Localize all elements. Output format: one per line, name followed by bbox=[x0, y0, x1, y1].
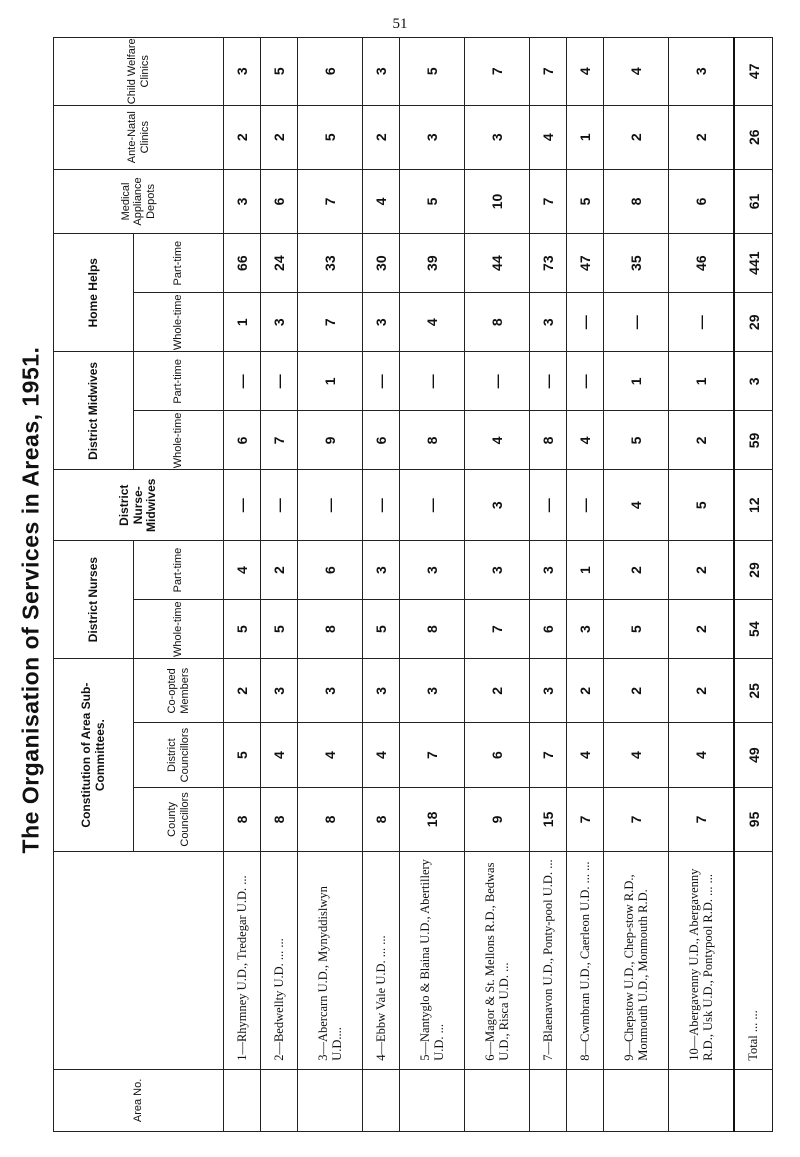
value-dn-wt: 7 bbox=[464, 600, 529, 659]
table-row bbox=[261, 38, 298, 1132]
header-county-councillors: County Councillors bbox=[134, 787, 224, 851]
value-hh-wt: 7 bbox=[298, 293, 363, 352]
value-hh-pt: 33 bbox=[298, 234, 363, 293]
header-area-blank bbox=[54, 852, 224, 1070]
value-cwc: 3 bbox=[363, 38, 400, 106]
area-name: 1—Rhymney U.D., Tredegar U.D. ... bbox=[224, 852, 261, 1070]
value-dn-pt: 2 bbox=[261, 541, 298, 600]
value-hh-wt: 3 bbox=[529, 293, 566, 352]
value-dn-wt: 6 bbox=[529, 600, 566, 659]
value-dn-wt: 5 bbox=[261, 600, 298, 659]
header-nurses-part-time: Part-time bbox=[134, 541, 224, 600]
value-dm-pt: 1 bbox=[298, 352, 363, 411]
value-co: 2 bbox=[224, 659, 261, 723]
value-dnm: — bbox=[529, 470, 566, 541]
value-dm-pt: — bbox=[363, 352, 400, 411]
value-mad: 8 bbox=[603, 169, 668, 233]
area-name: 6—Magor & St. Mellons R.D., Bedwas U.D., Risca U.D. ... bbox=[464, 852, 529, 1070]
value-dn-pt: 1 bbox=[566, 541, 603, 600]
value-dnm: 4 bbox=[603, 470, 668, 541]
value-dm-wt: 8 bbox=[529, 411, 566, 470]
value-dc: 4 bbox=[603, 723, 668, 787]
header-medical-appliance-depots: Medical Appliance Depots bbox=[54, 169, 224, 233]
header-area-no: Area No. bbox=[54, 1069, 224, 1131]
value-hh-wt: 8 bbox=[464, 293, 529, 352]
value-anc: 2 bbox=[668, 105, 734, 169]
area-name: 2—Bedwellty U.D. ... ... bbox=[261, 852, 298, 1070]
value-dn-pt: 3 bbox=[464, 541, 529, 600]
header-district-midwives: District Midwives bbox=[54, 352, 134, 470]
value-dnm: — bbox=[566, 470, 603, 541]
header-co-opted-members: Co-opted Members bbox=[134, 659, 224, 723]
header-district-nurse-midwives: District Nurse-Midwives bbox=[54, 470, 224, 541]
value-co: 2 bbox=[566, 659, 603, 723]
area-no-cell bbox=[298, 1069, 363, 1131]
header-district-nurses: District Nurses bbox=[54, 541, 134, 659]
value-hh-wt: 3 bbox=[363, 293, 400, 352]
value-cwc: 4 bbox=[603, 38, 668, 106]
value-hh-wt: — bbox=[566, 293, 603, 352]
value-dn-wt: 5 bbox=[603, 600, 668, 659]
table-row bbox=[298, 38, 363, 1132]
value-cwc: 5 bbox=[400, 38, 465, 106]
value-dn-pt: 2 bbox=[603, 541, 668, 600]
value-anc: 2 bbox=[363, 105, 400, 169]
value-dc: 7 bbox=[529, 723, 566, 787]
area-name: 9—Chepstow U.D., Chep-stow R.D., Monmouth U.D., Monmouth R.D. bbox=[603, 852, 668, 1070]
value-cc: 95 bbox=[734, 787, 772, 851]
value-co: 2 bbox=[603, 659, 668, 723]
table-row bbox=[363, 38, 400, 1132]
header-ante-natal-clinics: Ante-Natal Clinics bbox=[54, 105, 224, 169]
area-no-cell bbox=[464, 1069, 529, 1131]
header-home-helps-whole-time: Whole-time bbox=[134, 293, 224, 352]
value-dn-pt: 6 bbox=[298, 541, 363, 600]
value-hh-pt: 66 bbox=[224, 234, 261, 293]
value-mad: 7 bbox=[529, 169, 566, 233]
value-dn-pt: 29 bbox=[734, 541, 772, 600]
value-dn-wt: 5 bbox=[224, 600, 261, 659]
value-cc: 7 bbox=[668, 787, 734, 851]
value-dn-pt: 2 bbox=[668, 541, 734, 600]
page-title: The Organisation of Services in Areas, 1951. bbox=[17, 346, 44, 854]
value-cc: 8 bbox=[261, 787, 298, 851]
value-cc: 7 bbox=[566, 787, 603, 851]
value-dn-wt: 8 bbox=[400, 600, 465, 659]
value-co: 25 bbox=[734, 659, 772, 723]
header-midwives-whole-time: Whole-time bbox=[134, 411, 224, 470]
area-no-cell bbox=[363, 1069, 400, 1131]
value-co: 3 bbox=[400, 659, 465, 723]
value-dc: 49 bbox=[734, 723, 772, 787]
value-dm-pt: — bbox=[224, 352, 261, 411]
value-hh-wt: 1 bbox=[224, 293, 261, 352]
value-dm-pt: — bbox=[566, 352, 603, 411]
value-dc: 4 bbox=[363, 723, 400, 787]
value-anc: 5 bbox=[298, 105, 363, 169]
table-row bbox=[603, 38, 668, 1132]
value-dm-wt: 4 bbox=[464, 411, 529, 470]
value-hh-pt: 73 bbox=[529, 234, 566, 293]
area-no-cell bbox=[734, 1069, 772, 1131]
value-dm-pt: — bbox=[464, 352, 529, 411]
value-mad: 3 bbox=[224, 169, 261, 233]
value-mad: 10 bbox=[464, 169, 529, 233]
value-cwc: 3 bbox=[224, 38, 261, 106]
table-total-row bbox=[734, 38, 772, 1132]
value-dn-pt: 4 bbox=[224, 541, 261, 600]
value-co: 3 bbox=[261, 659, 298, 723]
table-row bbox=[464, 38, 529, 1132]
value-co: 2 bbox=[464, 659, 529, 723]
value-dnm: 12 bbox=[734, 470, 772, 541]
value-dnm: — bbox=[261, 470, 298, 541]
area-no-cell bbox=[668, 1069, 734, 1131]
page-title-container bbox=[6, 80, 56, 1120]
value-cc: 8 bbox=[224, 787, 261, 851]
value-mad: 4 bbox=[363, 169, 400, 233]
value-cwc: 3 bbox=[668, 38, 734, 106]
value-dc: 4 bbox=[298, 723, 363, 787]
value-mad: 6 bbox=[261, 169, 298, 233]
table-row bbox=[224, 38, 261, 1132]
value-cwc: 6 bbox=[298, 38, 363, 106]
table-row bbox=[400, 38, 465, 1132]
value-anc: 3 bbox=[464, 105, 529, 169]
value-dm-pt: — bbox=[400, 352, 465, 411]
value-mad: 5 bbox=[566, 169, 603, 233]
value-mad: 5 bbox=[400, 169, 465, 233]
area-name: Total ... ... bbox=[734, 852, 772, 1070]
value-hh-wt: — bbox=[603, 293, 668, 352]
value-hh-pt: 44 bbox=[464, 234, 529, 293]
header-home-helps: Home Helps bbox=[54, 234, 134, 352]
value-hh-wt: 3 bbox=[261, 293, 298, 352]
value-hh-pt: 30 bbox=[363, 234, 400, 293]
value-dn-pt: 3 bbox=[529, 541, 566, 600]
value-dm-pt: 1 bbox=[668, 352, 734, 411]
value-dm-wt: 5 bbox=[603, 411, 668, 470]
value-dn-pt: 3 bbox=[363, 541, 400, 600]
value-anc: 3 bbox=[400, 105, 465, 169]
value-mad: 6 bbox=[668, 169, 734, 233]
value-anc: 2 bbox=[261, 105, 298, 169]
value-co: 2 bbox=[668, 659, 734, 723]
value-dn-wt: 5 bbox=[363, 600, 400, 659]
table-row bbox=[529, 38, 566, 1132]
value-dn-pt: 3 bbox=[400, 541, 465, 600]
area-name: 5—Nantyglo & Blaina U.D., Abertillery U.D. ... bbox=[400, 852, 465, 1070]
value-hh-pt: 46 bbox=[668, 234, 734, 293]
value-dn-wt: 54 bbox=[734, 600, 772, 659]
value-dc: 6 bbox=[464, 723, 529, 787]
area-name: 3—Abercarn U.D., Mynyddislwyn U.D.... bbox=[298, 852, 363, 1070]
value-dnm: 3 bbox=[464, 470, 529, 541]
value-co: 3 bbox=[298, 659, 363, 723]
value-hh-pt: 47 bbox=[566, 234, 603, 293]
value-cc: 15 bbox=[529, 787, 566, 851]
value-dnm: — bbox=[400, 470, 465, 541]
value-anc: 1 bbox=[566, 105, 603, 169]
table-body bbox=[224, 38, 773, 1132]
value-mad: 61 bbox=[734, 169, 772, 233]
value-hh-wt: — bbox=[668, 293, 734, 352]
header-home-helps-part-time: Part-time bbox=[134, 234, 224, 293]
header-district-councillors: District Councillors bbox=[134, 723, 224, 787]
services-table bbox=[53, 37, 773, 1132]
value-cwc: 4 bbox=[566, 38, 603, 106]
value-dnm: 5 bbox=[668, 470, 734, 541]
value-co: 3 bbox=[529, 659, 566, 723]
value-dm-wt: 9 bbox=[298, 411, 363, 470]
header-constitution: Constitution of Area Sub-Committees. bbox=[54, 659, 134, 852]
area-name: 7—Blaenavon U.D., Ponty-pool U.D. ... bbox=[529, 852, 566, 1070]
value-hh-pt: 35 bbox=[603, 234, 668, 293]
value-cc: 8 bbox=[363, 787, 400, 851]
value-cc: 9 bbox=[464, 787, 529, 851]
header-child-welfare-clinics: Child Welfare Clinics bbox=[54, 38, 224, 106]
value-dm-pt: 3 bbox=[734, 352, 772, 411]
area-no-cell bbox=[224, 1069, 261, 1131]
value-dn-wt: 2 bbox=[668, 600, 734, 659]
value-cwc: 5 bbox=[261, 38, 298, 106]
value-cwc: 7 bbox=[529, 38, 566, 106]
value-dm-wt: 59 bbox=[734, 411, 772, 470]
area-name: 4—Ebbw Vale U.D. ... ... bbox=[363, 852, 400, 1070]
value-anc: 2 bbox=[603, 105, 668, 169]
value-anc: 4 bbox=[529, 105, 566, 169]
value-dc: 4 bbox=[566, 723, 603, 787]
value-dnm: — bbox=[224, 470, 261, 541]
value-dnm: — bbox=[298, 470, 363, 541]
value-anc: 26 bbox=[734, 105, 772, 169]
services-table-container bbox=[53, 37, 773, 1132]
value-dm-wt: 2 bbox=[668, 411, 734, 470]
value-hh-pt: 39 bbox=[400, 234, 465, 293]
area-name: 8—Cwmbran U.D., Caerleon U.D. ... ... bbox=[566, 852, 603, 1070]
value-hh-pt: 441 bbox=[734, 234, 772, 293]
value-hh-pt: 24 bbox=[261, 234, 298, 293]
value-dc: 4 bbox=[261, 723, 298, 787]
value-anc: 2 bbox=[224, 105, 261, 169]
value-mad: 7 bbox=[298, 169, 363, 233]
value-dc: 5 bbox=[224, 723, 261, 787]
value-cwc: 47 bbox=[734, 38, 772, 106]
value-cwc: 7 bbox=[464, 38, 529, 106]
value-hh-wt: 29 bbox=[734, 293, 772, 352]
area-no-cell bbox=[261, 1069, 298, 1131]
value-co: 3 bbox=[363, 659, 400, 723]
value-dm-pt: 1 bbox=[603, 352, 668, 411]
area-no-cell bbox=[529, 1069, 566, 1131]
value-dm-wt: 6 bbox=[224, 411, 261, 470]
page-number: 51 bbox=[392, 16, 408, 32]
value-cc: 18 bbox=[400, 787, 465, 851]
value-dn-wt: 3 bbox=[566, 600, 603, 659]
value-dm-pt: — bbox=[529, 352, 566, 411]
value-cc: 8 bbox=[298, 787, 363, 851]
value-dc: 7 bbox=[400, 723, 465, 787]
value-cc: 7 bbox=[603, 787, 668, 851]
value-dm-pt: — bbox=[261, 352, 298, 411]
area-no-cell bbox=[603, 1069, 668, 1131]
value-dm-wt: 6 bbox=[363, 411, 400, 470]
area-name: 10—Abergavenny U.D., Abergavenny R.D., Usk U.D., Pontypool R.D. ... ... bbox=[668, 852, 734, 1070]
value-hh-wt: 4 bbox=[400, 293, 465, 352]
value-dm-wt: 4 bbox=[566, 411, 603, 470]
value-dm-wt: 7 bbox=[261, 411, 298, 470]
value-dn-wt: 8 bbox=[298, 600, 363, 659]
header-midwives-part-time: Part-time bbox=[134, 352, 224, 411]
value-dm-wt: 8 bbox=[400, 411, 465, 470]
value-dc: 4 bbox=[668, 723, 734, 787]
area-no-cell bbox=[566, 1069, 603, 1131]
table-row bbox=[566, 38, 603, 1132]
value-dnm: — bbox=[363, 470, 400, 541]
table-row bbox=[668, 38, 734, 1132]
header-nurses-whole-time: Whole-time bbox=[134, 600, 224, 659]
area-no-cell bbox=[400, 1069, 465, 1131]
